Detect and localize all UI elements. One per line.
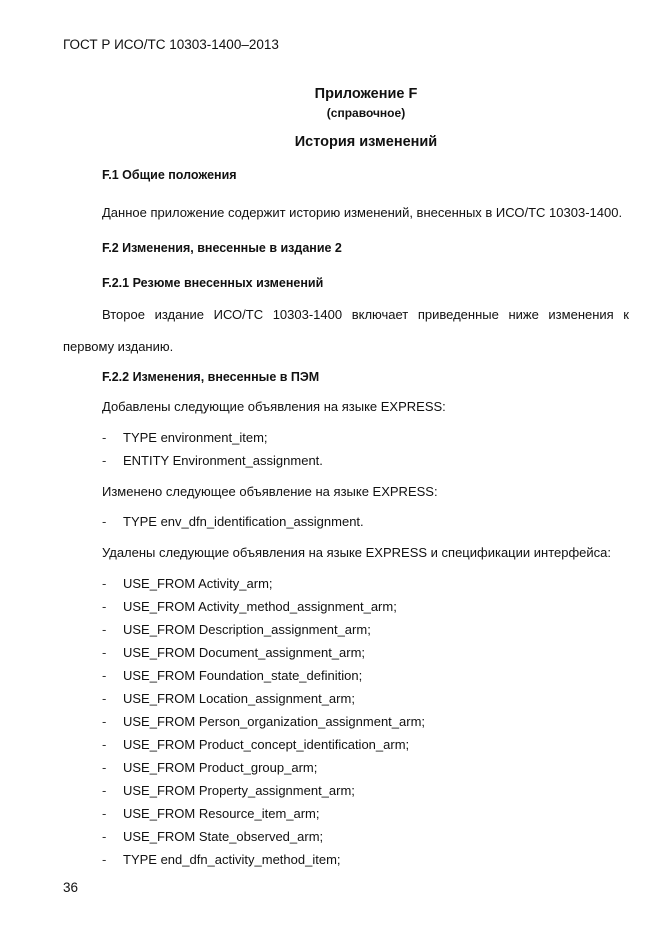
list-item: USE_FROM Person_organization_assignment_arm;	[123, 714, 426, 729]
list-item: TYPE environment_item;	[123, 430, 268, 445]
bullet-dash: -	[102, 645, 107, 660]
added-intro: Добавлены следующие объявления на языке EXPRESS:	[102, 399, 446, 414]
bullet-dash: -	[102, 737, 107, 752]
bullet-dash: -	[102, 599, 107, 614]
list-item: USE_FROM Product_concept_identification_arm;	[123, 737, 410, 752]
removed-intro: Удалены следующие объявления на языке EXPRESS и спецификации интерфейса:	[102, 545, 611, 560]
list-item: USE_FROM Description_assignment_arm;	[123, 622, 371, 637]
section-f2-heading: F.2 Изменения, внесенные в издание 2	[102, 241, 342, 255]
list-item: USE_FROM Activity_arm;	[123, 576, 273, 591]
bullet-dash: -	[102, 453, 107, 468]
section-f21-text-line1: Второе издание ИСО/ТС 10303-1400 включает приведенные ниже изменения к	[102, 307, 629, 322]
list-item: TYPE env_dfn_identification_assignment.	[123, 514, 364, 529]
list-item: USE_FROM Foundation_state_definition;	[123, 668, 363, 683]
bullet-dash: -	[102, 668, 107, 683]
bullet-dash: -	[102, 714, 107, 729]
list-item: USE_FROM Activity_method_assignment_arm;	[123, 599, 397, 614]
bullet-dash: -	[102, 852, 107, 867]
list-item: TYPE end_dfn_activity_method_item;	[123, 852, 341, 867]
list-item: USE_FROM Document_assignment_arm;	[123, 645, 366, 660]
appendix-title: Приложение F	[314, 86, 418, 102]
list-item: USE_FROM Property_assignment_arm;	[123, 783, 355, 798]
list-item: USE_FROM Location_assignment_arm;	[123, 691, 355, 706]
history-title: История изменений	[294, 134, 438, 150]
list-item: USE_FROM Resource_item_arm;	[123, 806, 320, 821]
bullet-dash: -	[102, 430, 107, 445]
appendix-subtitle: (справочное)	[326, 106, 406, 120]
section-f21-heading: F.2.1 Резюме внесенных изменений	[102, 276, 324, 290]
bullet-dash: -	[102, 691, 107, 706]
section-f21-text-line2: первому изданию.	[63, 339, 174, 354]
bullet-dash: -	[102, 576, 107, 591]
bullet-dash: -	[102, 783, 107, 798]
list-item: USE_FROM Product_group_arm;	[123, 760, 318, 775]
document-header: ГОСТ Р ИСО/ТС 10303-1400–2013	[63, 37, 279, 52]
section-f1-heading: F.1 Общие положения	[102, 168, 237, 182]
bullet-dash: -	[102, 622, 107, 637]
bullet-dash: -	[102, 760, 107, 775]
section-f22-heading: F.2.2 Изменения, внесенные в ПЭМ	[102, 370, 320, 384]
bullet-dash: -	[102, 829, 107, 844]
bullet-dash: -	[102, 514, 107, 529]
section-f1-text: Данное приложение содержит историю изменений, внесенных в ИСО/ТС 10303-1400.	[102, 205, 623, 220]
changed-intro: Изменено следующее объявление на языке EXPRESS:	[102, 484, 438, 499]
page-number: 36	[63, 880, 79, 895]
list-item: ENTITY Environment_assignment.	[123, 453, 323, 468]
bullet-dash: -	[102, 806, 107, 821]
list-item: USE_FROM State_observed_arm;	[123, 829, 324, 844]
